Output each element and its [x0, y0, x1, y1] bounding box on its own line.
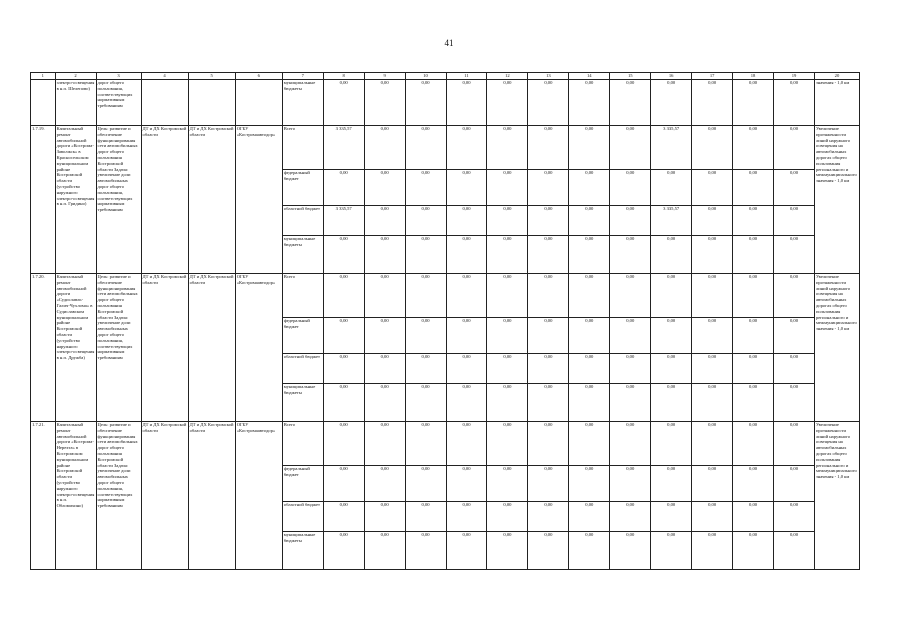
value-cell: 0,00 — [692, 318, 733, 354]
value-cell: 3 335,57 — [651, 206, 692, 236]
participant: ОГБУ «Костромаавтодор» — [235, 422, 282, 570]
value-cell: 0,00 — [733, 466, 774, 502]
value-cell: 0,00 — [405, 206, 446, 236]
value-cell: 0,00 — [733, 384, 774, 422]
value-cell: 0,00 — [610, 318, 651, 354]
value-cell: 0,00 — [528, 532, 569, 570]
value-cell: 0,00 — [364, 126, 405, 170]
value-cell: 0,00 — [692, 384, 733, 422]
value-cell: 0,00 — [733, 206, 774, 236]
value-cell: 0,00 — [692, 170, 733, 206]
value-cell: 0,00 — [692, 354, 733, 384]
value-cell: 0,00 — [528, 236, 569, 274]
column-number: 6 — [235, 73, 282, 80]
value-cell: 0,00 — [610, 384, 651, 422]
value-cell: 0,00 — [446, 384, 487, 422]
value-cell: 0,00 — [487, 422, 528, 466]
value-cell: 0,00 — [405, 318, 446, 354]
value-cell: 0,00 — [733, 80, 774, 126]
column-number: 8 — [323, 73, 364, 80]
value-cell: 0,00 — [487, 206, 528, 236]
value-cell: 0,00 — [569, 236, 610, 274]
value-cell: 0,00 — [528, 502, 569, 532]
value-cell: 0,00 — [610, 170, 651, 206]
measure-goal: Цель: развитие и обеспечение функционирования сети автомобильных дорог общего пользования Костромской области Задача: увеличение доли автомобильных дорог общего пользования, соответствующих нормативным требованиям — [96, 422, 141, 570]
co-executor: ДТ и ДХ Костромской области — [188, 126, 235, 274]
value-cell: 0,00 — [528, 422, 569, 466]
value-cell: 0,00 — [446, 236, 487, 274]
value-cell: 0,00 — [774, 466, 815, 502]
value-cell: 0,00 — [569, 318, 610, 354]
expected-result: Увеличение протяженности линий наружного освещения на автомобильных дорогах общего пользования регионального и межмуниципального значения - 1,0 км — [814, 274, 859, 422]
value-cell: 0,00 — [569, 466, 610, 502]
value-cell: 0,00 — [569, 384, 610, 422]
value-cell: 0,00 — [528, 354, 569, 384]
value-cell: 0,00 — [446, 354, 487, 384]
column-number: 18 — [733, 73, 774, 80]
value-cell: 0,00 — [323, 354, 364, 384]
value-cell: 0,00 — [446, 126, 487, 170]
funding-source: федеральный бюджет — [282, 466, 323, 502]
value-cell: 0,00 — [651, 466, 692, 502]
value-cell: 0,00 — [774, 80, 815, 126]
value-cell: 0,00 — [487, 236, 528, 274]
co-executor: ДТ и ДХ Костромской области — [188, 422, 235, 570]
measure-goal: дорог общего пользования, соответствующих нормативным требованиям — [96, 80, 141, 126]
value-cell: 0,00 — [733, 532, 774, 570]
value-cell: 0,00 — [610, 206, 651, 236]
value-cell: 0,00 — [610, 354, 651, 384]
value-cell: 0,00 — [364, 422, 405, 466]
value-cell: 0,00 — [733, 126, 774, 170]
funding-source: муниципальные бюджеты — [282, 80, 323, 126]
value-cell: 0,00 — [323, 384, 364, 422]
value-cell: 0,00 — [364, 532, 405, 570]
funding-source: областной бюджет — [282, 502, 323, 532]
expected-result: Увеличение протяженности линий наружного освещения на автомобильных дорогах общего пользования регионального и межмуниципального значения - 1,0 км — [814, 422, 859, 570]
value-cell: 0,00 — [774, 170, 815, 206]
value-cell: 0,00 — [364, 206, 405, 236]
value-cell: 0,00 — [651, 274, 692, 318]
value-cell: 0,00 — [528, 274, 569, 318]
value-cell: 0,00 — [487, 354, 528, 384]
funding-row — [31, 126, 860, 170]
funding-source: областной бюджет — [282, 354, 323, 384]
value-cell: 0,00 — [528, 318, 569, 354]
value-cell: 0,00 — [446, 206, 487, 236]
column-number-row — [31, 73, 860, 80]
value-cell: 0,00 — [446, 422, 487, 466]
funding-source: муниципальные бюджеты — [282, 532, 323, 570]
column-number: 14 — [569, 73, 610, 80]
value-cell: 0,00 — [733, 354, 774, 384]
value-cell: 0,00 — [774, 274, 815, 318]
value-cell: 0,00 — [610, 466, 651, 502]
value-cell: 0,00 — [405, 422, 446, 466]
value-cell: 0,00 — [692, 422, 733, 466]
value-cell: 0,00 — [774, 532, 815, 570]
value-cell: 0,00 — [446, 502, 487, 532]
value-cell: 0,00 — [364, 354, 405, 384]
value-cell: 0,00 — [774, 502, 815, 532]
column-number: 2 — [55, 73, 96, 80]
funding-row — [31, 274, 860, 318]
value-cell: 0,00 — [733, 274, 774, 318]
value-cell: 0,00 — [651, 422, 692, 466]
value-cell: 0,00 — [528, 466, 569, 502]
value-cell: 0,00 — [323, 170, 364, 206]
value-cell: 0,00 — [692, 80, 733, 126]
value-cell: 0,00 — [651, 236, 692, 274]
value-cell: 0,00 — [692, 274, 733, 318]
value-cell: 0,00 — [610, 502, 651, 532]
value-cell: 0,00 — [364, 502, 405, 532]
value-cell: 0,00 — [774, 354, 815, 384]
value-cell: 0,00 — [610, 80, 651, 126]
expected-result: значения - 1,0 км — [814, 80, 859, 126]
value-cell: 0,00 — [651, 318, 692, 354]
funding-source: Всего — [282, 422, 323, 466]
value-cell: 0,00 — [651, 80, 692, 126]
responsible-executor: ДТ и ДХ Костромской области — [141, 126, 188, 274]
carryover-row — [31, 80, 860, 126]
value-cell: 0,00 — [528, 384, 569, 422]
column-number: 17 — [692, 73, 733, 80]
value-cell: 0,00 — [487, 126, 528, 170]
value-cell: 0,00 — [528, 206, 569, 236]
value-cell: 0,00 — [446, 466, 487, 502]
value-cell: 0,00 — [774, 236, 815, 274]
value-cell: 0,00 — [487, 80, 528, 126]
value-cell: 0,00 — [446, 318, 487, 354]
measure-goal: Цель: развитие и обеспечение функционирования сети автомобильных дорог общего пользования Костромской области Задача: увеличение доли автомобильных дорог общего пользования, соответствующих нормативным требованиям — [96, 274, 141, 422]
value-cell: 0,00 — [405, 126, 446, 170]
column-number: 1 — [31, 73, 56, 80]
value-cell: 0,00 — [692, 532, 733, 570]
value-cell: 0,00 — [364, 384, 405, 422]
column-number: 16 — [651, 73, 692, 80]
value-cell: 0,00 — [692, 206, 733, 236]
value-cell: 0,00 — [569, 422, 610, 466]
value-cell: 0,00 — [774, 126, 815, 170]
value-cell: 0,00 — [323, 236, 364, 274]
column-number: 7 — [282, 73, 323, 80]
value-cell: 0,00 — [323, 318, 364, 354]
value-cell: 0,00 — [446, 80, 487, 126]
value-cell: 0,00 — [446, 274, 487, 318]
measure-name: Капитальный ремонт автомобильной дороги «Кострома-Заволжск» в Красносельском муниципальном районе Костромской области (устройство наружного электро-освещения в н.п. Гридино) — [55, 126, 96, 274]
value-cell: 0,00 — [405, 384, 446, 422]
participant: ОГБУ «Костромаавтодор» — [235, 274, 282, 422]
value-cell: 0,00 — [487, 466, 528, 502]
column-number: 4 — [141, 73, 188, 80]
funding-source: муниципальные бюджеты — [282, 384, 323, 422]
column-number: 13 — [528, 73, 569, 80]
value-cell: 0,00 — [692, 466, 733, 502]
column-number: 3 — [96, 73, 141, 80]
value-cell: 0,00 — [569, 80, 610, 126]
value-cell: 0,00 — [569, 532, 610, 570]
value-cell: 0,00 — [733, 318, 774, 354]
funding-row — [31, 422, 860, 466]
value-cell: 0,00 — [733, 170, 774, 206]
value-cell: 0,00 — [405, 236, 446, 274]
responsible-executor: ДТ и ДХ Костромской области — [141, 274, 188, 422]
value-cell: 0,00 — [487, 502, 528, 532]
funding-source: Всего — [282, 126, 323, 170]
value-cell: 0,00 — [405, 274, 446, 318]
participant: ОГБУ «Костромаавтодор» — [235, 126, 282, 274]
value-cell: 0,00 — [323, 466, 364, 502]
funding-source: федеральный бюджет — [282, 318, 323, 354]
value-cell: 0,00 — [405, 80, 446, 126]
value-cell: 0,00 — [364, 236, 405, 274]
value-cell: 0,00 — [528, 80, 569, 126]
page-number: 41 — [444, 38, 454, 48]
value-cell: 0,00 — [774, 318, 815, 354]
value-cell: 0,00 — [774, 384, 815, 422]
value-cell: 0,00 — [610, 422, 651, 466]
value-cell: 0,00 — [569, 502, 610, 532]
value-cell: 0,00 — [487, 170, 528, 206]
value-cell: 0,00 — [528, 170, 569, 206]
funding-source: федеральный бюджет — [282, 170, 323, 206]
value-cell: 0,00 — [610, 532, 651, 570]
value-cell: 0,00 — [405, 532, 446, 570]
value-cell: 3 335,57 — [323, 206, 364, 236]
value-cell: 0,00 — [405, 170, 446, 206]
value-cell: 0,00 — [323, 532, 364, 570]
value-cell: 0,00 — [651, 354, 692, 384]
value-cell: 0,00 — [610, 274, 651, 318]
value-cell: 0,00 — [733, 422, 774, 466]
value-cell: 0,00 — [364, 170, 405, 206]
value-cell: 0,00 — [487, 532, 528, 570]
measure-number: 1.7.20. — [31, 274, 56, 422]
value-cell: 3 335,57 — [323, 126, 364, 170]
measure-name: Капитальный ремонт автомобильной дороги «Кострома-Нерехта» в Костромском муниципальном районе Костромской области (устройство наружного электро-освещения в н.п. Обломихино) — [55, 422, 96, 570]
value-cell: 0,00 — [323, 80, 364, 126]
value-cell: 0,00 — [487, 318, 528, 354]
measure-goal: Цель: развитие и обеспечение функционирования сети автомобильных дорог общего пользования Костромской области Задача: увеличение доли автомобильных дорог общего пользования, соответствующих нормативным требованиям — [96, 126, 141, 274]
value-cell: 0,00 — [364, 80, 405, 126]
value-cell: 3 335,57 — [651, 126, 692, 170]
value-cell: 0,00 — [569, 126, 610, 170]
value-cell: 0,00 — [364, 318, 405, 354]
value-cell: 0,00 — [364, 274, 405, 318]
co-executor: ДТ и ДХ Костромской области — [188, 274, 235, 422]
value-cell: 0,00 — [446, 170, 487, 206]
value-cell: 0,00 — [323, 502, 364, 532]
value-cell: 0,00 — [364, 466, 405, 502]
column-number: 20 — [814, 73, 859, 80]
value-cell: 0,00 — [446, 532, 487, 570]
column-number: 9 — [364, 73, 405, 80]
value-cell: 0,00 — [610, 126, 651, 170]
value-cell: 0,00 — [323, 274, 364, 318]
value-cell: 0,00 — [405, 502, 446, 532]
measure-number: 1.7.21. — [31, 422, 56, 570]
value-cell: 0,00 — [569, 354, 610, 384]
value-cell: 0,00 — [651, 170, 692, 206]
value-cell: 0,00 — [569, 206, 610, 236]
funding-source: Всего — [282, 274, 323, 318]
responsible-executor: ДТ и ДХ Костромской области — [141, 422, 188, 570]
value-cell: 0,00 — [323, 422, 364, 466]
value-cell: 0,00 — [774, 206, 815, 236]
column-number: 11 — [446, 73, 487, 80]
column-number: 19 — [774, 73, 815, 80]
value-cell: 0,00 — [487, 274, 528, 318]
value-cell: 0,00 — [405, 466, 446, 502]
funding-source: муниципальные бюджеты — [282, 236, 323, 274]
value-cell: 0,00 — [733, 502, 774, 532]
measure-name: Капитальный ремонт автомобильной дороги «Судиславль-Галич-Чухлома» в Судиславском муниципальном районе Костромской области (устройство наружного электро-освещения в н.п. Дружба) — [55, 274, 96, 422]
expected-result: Увеличение протяженности линий наружного освещения на автомобильных дорогах общего пользования регионального и межмуниципального значения - 1,0 км — [814, 126, 859, 274]
value-cell: 0,00 — [651, 532, 692, 570]
value-cell: 0,00 — [651, 384, 692, 422]
value-cell: 0,00 — [569, 170, 610, 206]
value-cell: 0,00 — [528, 126, 569, 170]
value-cell: 0,00 — [692, 126, 733, 170]
value-cell: 0,00 — [487, 384, 528, 422]
value-cell: 0,00 — [692, 236, 733, 274]
value-cell: 0,00 — [610, 236, 651, 274]
funding-source: областной бюджет — [282, 206, 323, 236]
column-number: 12 — [487, 73, 528, 80]
value-cell: 0,00 — [774, 422, 815, 466]
value-cell: 0,00 — [651, 502, 692, 532]
value-cell: 0,00 — [733, 236, 774, 274]
value-cell: 0,00 — [569, 274, 610, 318]
measure-name: электро-освещения в н.п. Шелепово) — [55, 80, 96, 126]
value-cell: 0,00 — [405, 354, 446, 384]
measure-number: 1.7.19. — [31, 126, 56, 274]
program-measures-table — [30, 72, 860, 570]
column-number: 15 — [610, 73, 651, 80]
value-cell: 0,00 — [692, 502, 733, 532]
column-number: 5 — [188, 73, 235, 80]
column-number: 10 — [405, 73, 446, 80]
